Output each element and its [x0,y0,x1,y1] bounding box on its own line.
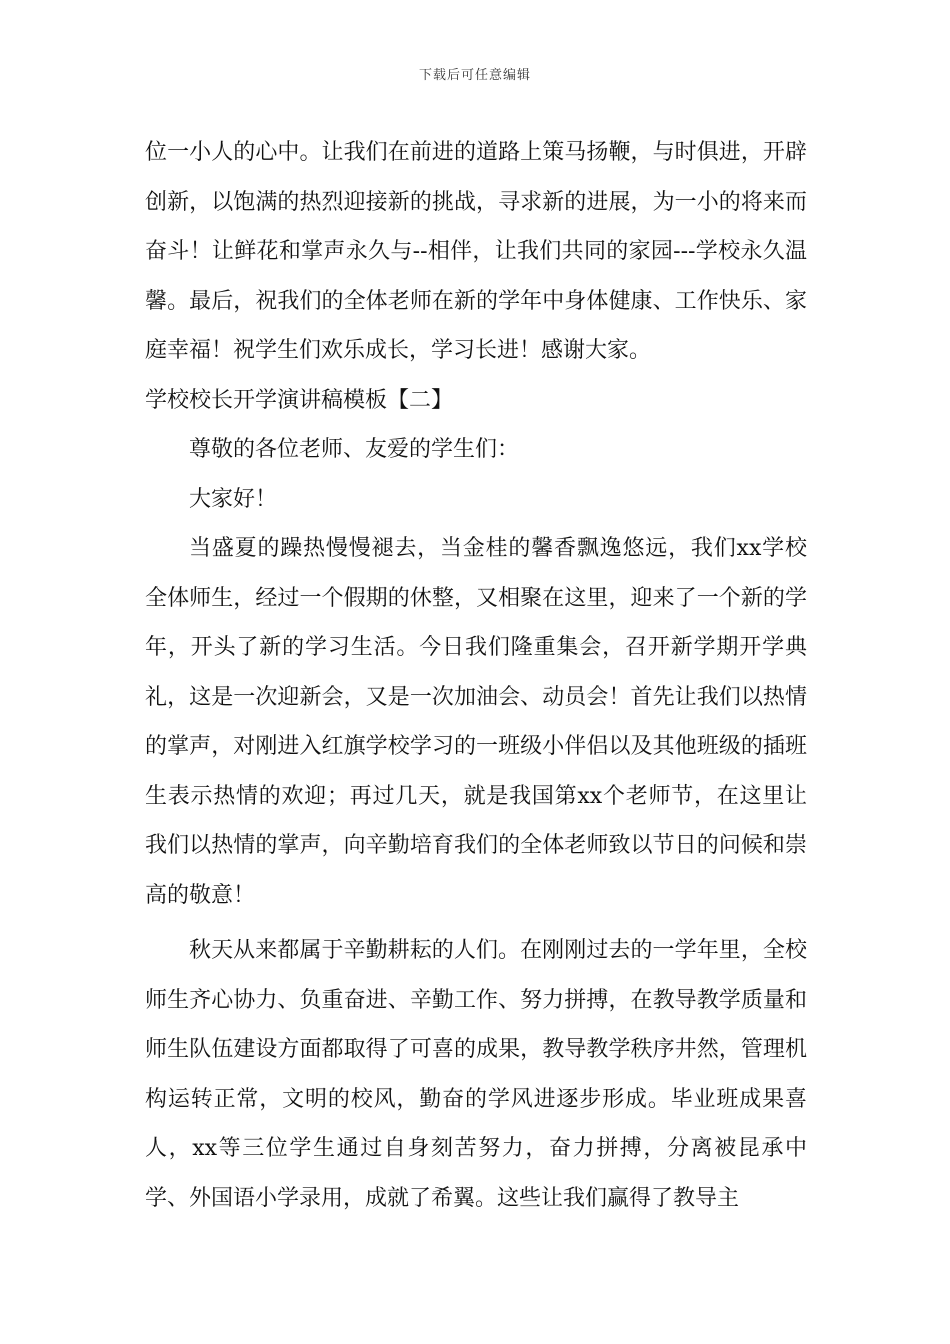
paragraph-achievements: 秋天从来都属于辛勤耕耘的人们。在刚刚过去的一学年里，全校师生齐心协力、负重奋进、辛勤工作、努力拼搏，在教导教学质量和师生队伍建设方面都取得了可喜的成果，教导教学秩序井然，管理机构运转正常，文明的校风，勤奋的学风进逐步形成。毕业班成果喜人，xx等三位学生通过自身刻苦努力，奋力拼搏，分离被昆承中学、外国语小学录用，成就了希翼。这些让我们赢得了教导主 [145,938,807,1211]
salutation: 尊敬的各位老师、友爱的学生们： [189,437,520,462]
greeting: 大家好！ [189,486,278,512]
document-body [145,128,807,1223]
section-title: 学校校长开学演讲稿模板【二】 [145,387,454,413]
page-header: 下载后可任意编辑 [418,68,531,83]
paragraph-opening: 当盛夏的躁热慢慢褪去，当金桂的馨香飘逸悠远，我们xx学校全体师生，经过一个假期的休整，又相聚在这里，迎来了一个新的学年，开头了新的学习生活。今日我们隆重集会，召开新学期开学典礼，这是一次迎新会，又是一次加油会、动员会！首先让我们以热情的掌声，对刚进入红旗学校学习的一班级小伴侣以及其他班级的插班生表示热情的欢迎；再过几天，就是我国第xx个老师节，在这里让我们以热情的掌声，向辛勤培育我们的全体老师致以节日的问候和崇高的敬意！ [145,536,807,908]
paragraph-continued: 位一小人的心中。让我们在前进的道路上策马扬鞭，与时俱进，开辟创新，以饱满的热烈迎接新的挑战，寻求新的进展，为一小的将来而奋斗！让鲜花和掌声永久与--相伴，让我们共同的家园---学校永久温馨。最后，祝我们的全体老师在新的学年中身体健康、工作快乐、家庭幸福！祝学生们欢乐成长，学习长进！感谢大家。 [145,140,807,363]
